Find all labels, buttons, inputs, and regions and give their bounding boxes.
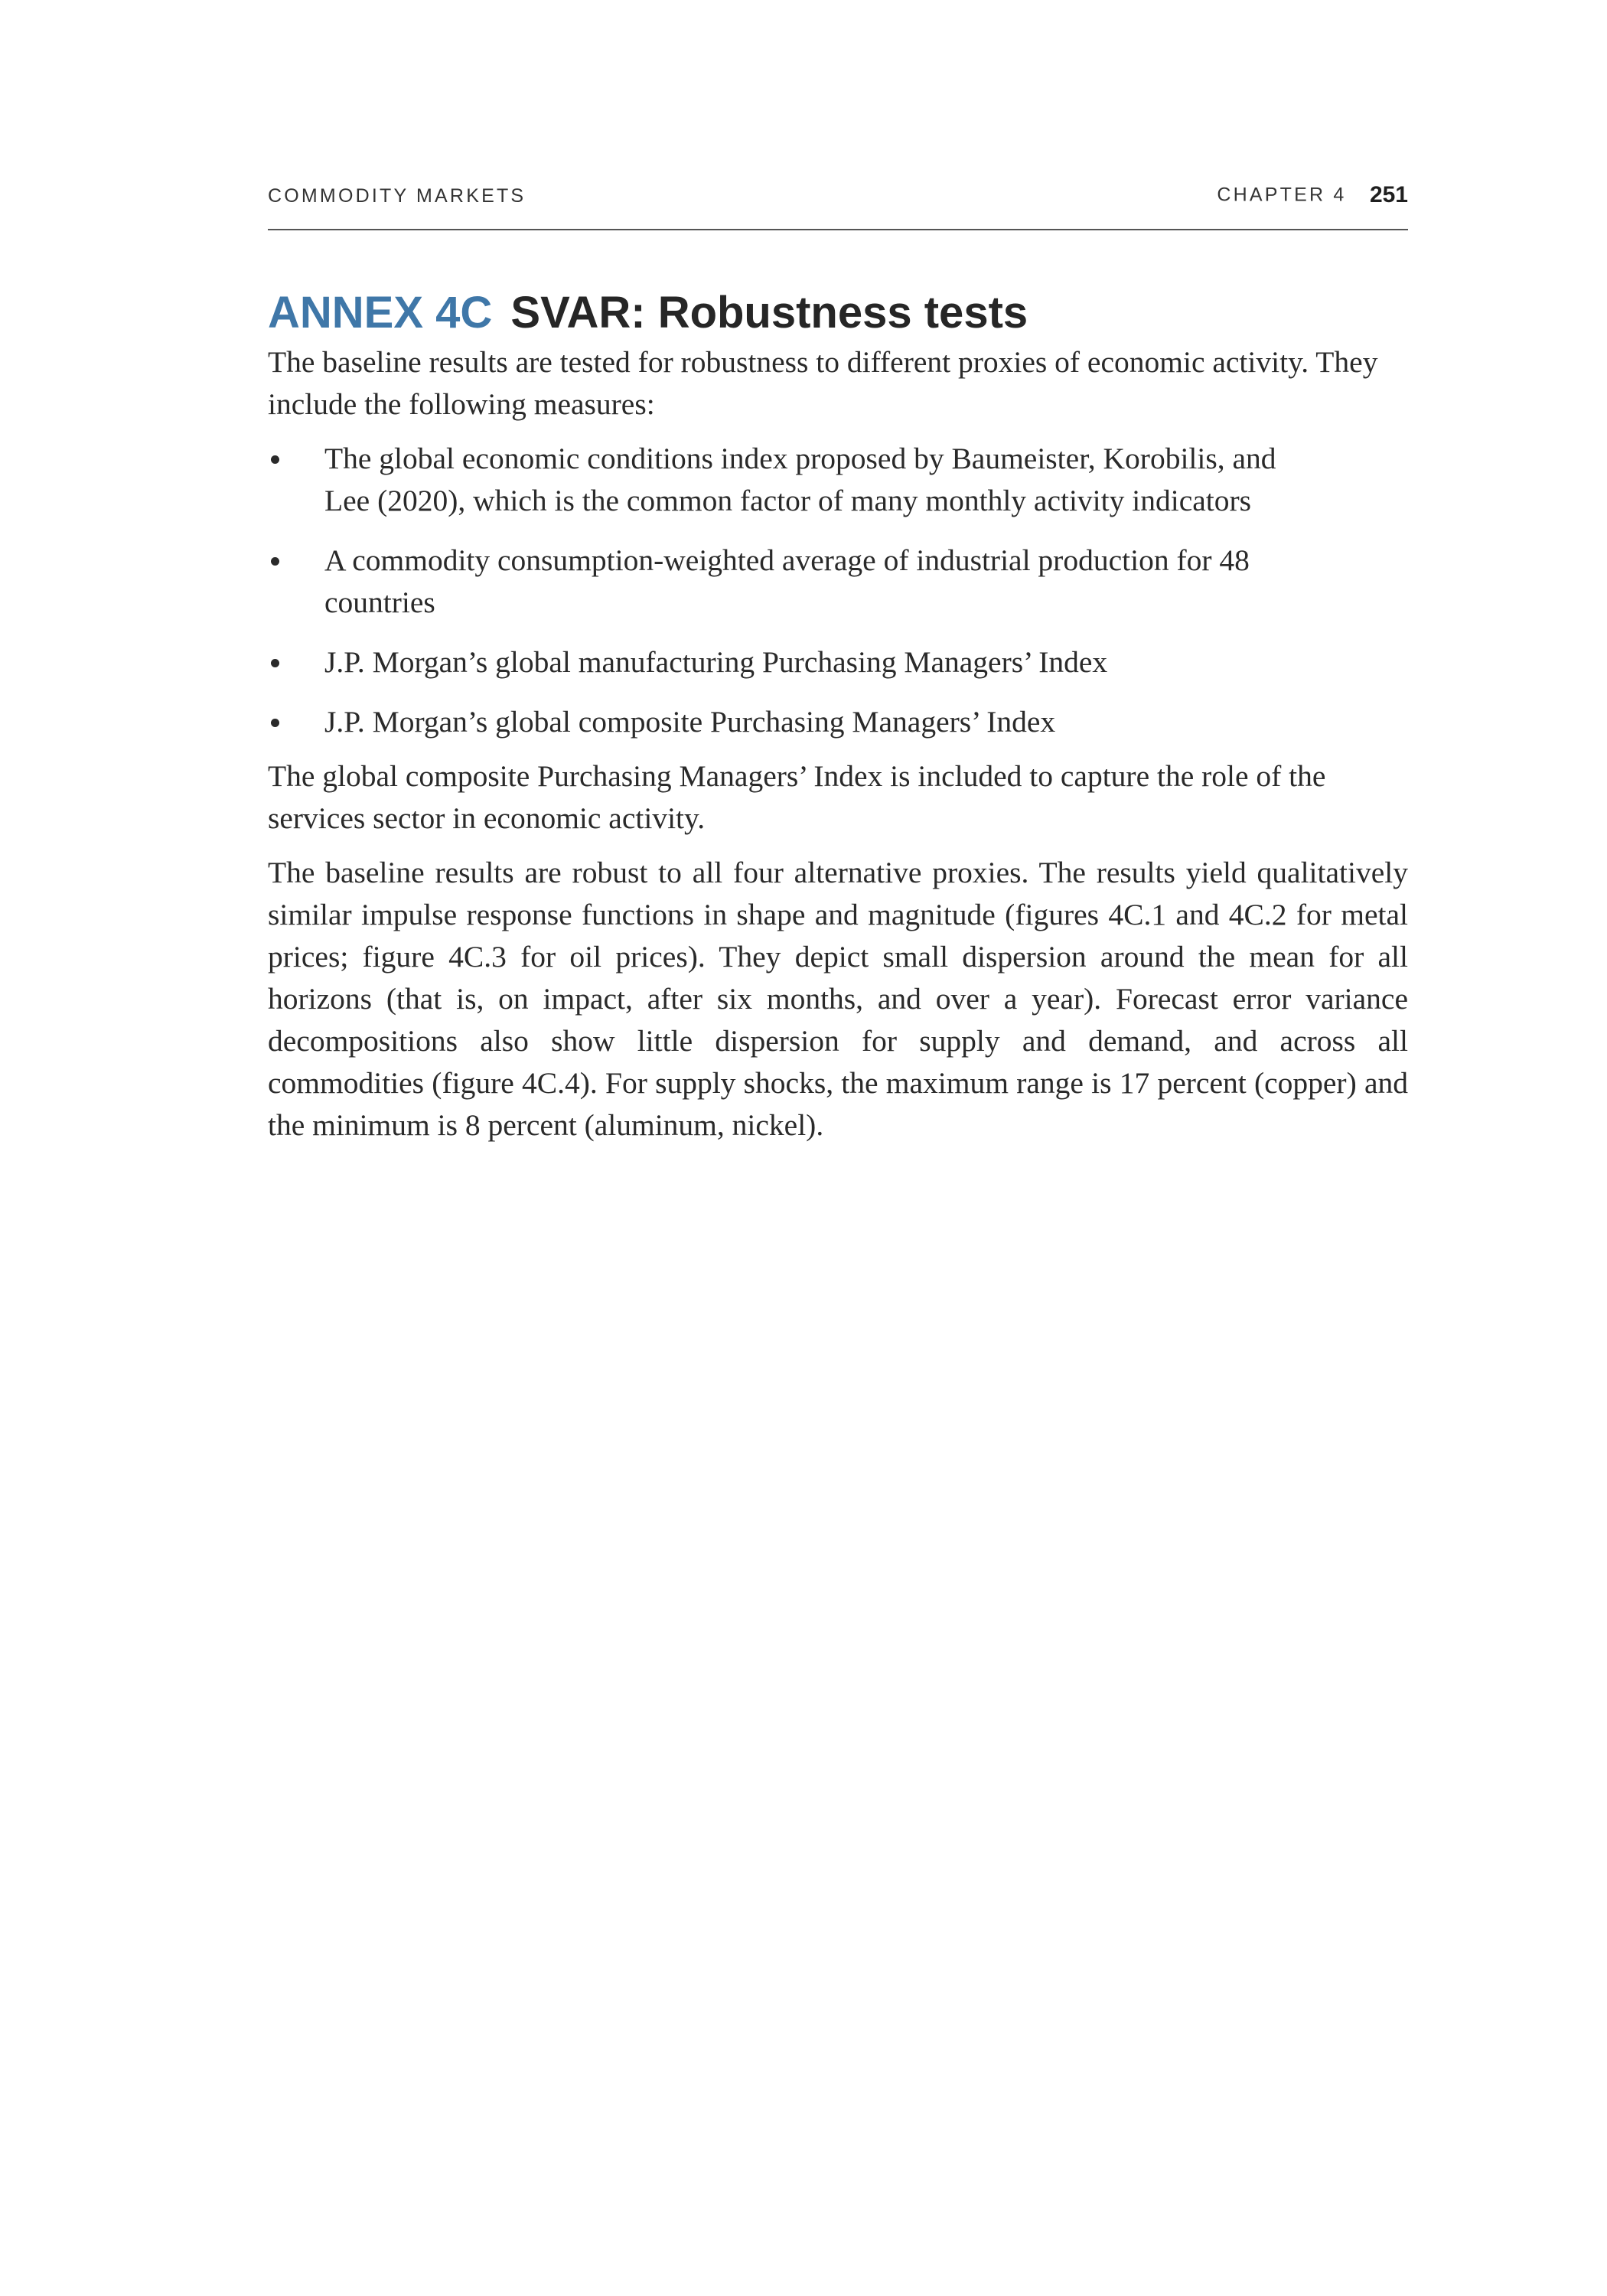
running-header [268,182,1408,213]
annex-title: SVAR: Robustness tests [510,288,1028,338]
header-right-group [1217,182,1408,208]
chapter-label: CHAPTER 4 [1217,184,1347,206]
list-item-text: J.P. Morgan’s global manufacturing Purchasing Managers’ Index [324,645,1108,679]
results-paragraph: The baseline results are robust to all four alternative proxies. The results yield qualitatively similar impulse response functions in shape and magnitude (figures 4C.1 and 4C.2 for metal prices; figure 4C.3 for oil prices). They depict small dispersion around the mean for all horizons (that is, on impact, after six months, and over a year). Forecast error variance decompositions also show little dispersion for supply and demand, and across all commodities (figure 4C.4). For supply shocks, the maximum range is 17 percent (copper) and the minimum is 8 percent (aluminum, nickel). [268,856,1408,1142]
list-item-text: A commodity consumption-weighted average of industrial production for 48 countries [324,543,1250,619]
annex-heading [268,288,1028,338]
list-item-text: J.P. Morgan’s global composite Purchasing Managers’ Index [324,705,1056,739]
intro-paragraph: The baseline results are tested for robustness to different proxies of economic activity. They include the following measures: [268,345,1378,421]
list-item [268,701,1408,743]
services-paragraph: The global composite Purchasing Managers’ Index is included to capture the role of the services sector in economic activity. [268,759,1326,835]
bullet-icon [271,455,279,464]
list-item [268,438,1408,522]
measures-list [268,438,1408,743]
list-item [268,540,1408,624]
page-number: 251 [1369,182,1408,207]
list-item [268,641,1408,683]
annex-label: ANNEX 4C [268,288,493,338]
running-title: COMMODITY MARKETS [268,185,526,207]
bullet-icon [271,719,279,727]
bullet-icon [271,659,279,667]
bullet-icon [271,557,279,566]
header-divider [268,229,1408,230]
body-content [268,341,1408,1146]
list-item-text: The global economic conditions index proposed by Baumeister, Korobilis, and Lee (2020), which is the common factor of many monthly activity indicators [324,442,1276,517]
